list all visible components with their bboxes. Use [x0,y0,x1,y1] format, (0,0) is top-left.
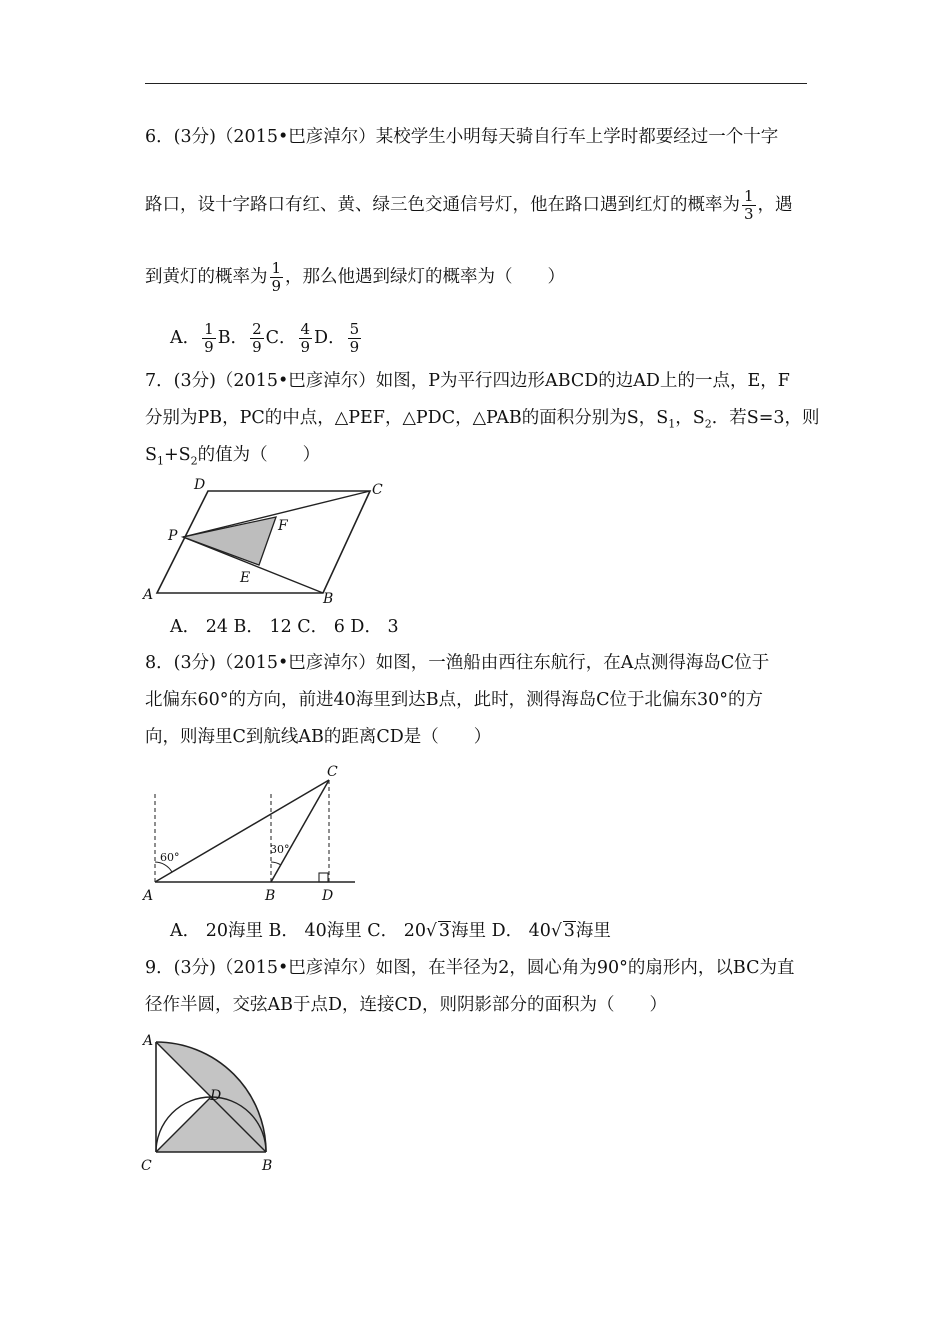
header-rule [145,83,807,84]
q8-option-d-radicand: 3 [563,921,575,941]
q6-fraction-red [742,188,756,223]
q6-option-b-numerator: 2 [252,320,262,338]
q6-fraction-yellow [270,260,284,295]
q6-option-d-numerator: 5 [349,320,360,338]
q7-line-2-tail: ．若S=3，则 [711,408,820,428]
q7-parallelogram-figure [140,475,400,605]
q6-line-2-text: 路口，设十字路口有红、黄、绿三色交通信号灯，他在路口遇到红灯的概率为 [145,195,740,215]
q7-line-3-sub-1: 1 [157,454,164,468]
q7-segment-pc [183,491,370,537]
q8-navigation-figure [140,762,370,904]
q7-options: A． 24 B． 12 C． 6 D． 3 [170,617,399,637]
q6-options [170,321,363,356]
q6-option-a-label: A． [170,328,201,348]
q6-fraction-red-denominator: 3 [744,205,754,223]
q7-line-2-text: 分别为PB，PC的中点，△PEF，△PDC，△PAB的面积分别为S，S [145,408,669,428]
q6-option-c-numerator: 4 [300,320,311,338]
q6-option-d-denominator: 9 [349,338,360,356]
q8-options [170,919,611,943]
q6-fraction-red-numerator: 1 [744,187,754,205]
q8-options-text-3: 海里 [575,921,611,941]
q6-fraction-yellow-numerator: 1 [271,259,282,277]
q6-fraction-yellow-denominator: 9 [271,277,282,295]
q8-segment-bc [271,780,329,882]
q6-option-a-denominator: 9 [204,338,214,356]
q8-radical-sign-d: √ [550,921,562,941]
q7-label-f: F [278,518,288,534]
q6-option-c-fraction [299,321,313,356]
q7-label-c: C [372,482,383,498]
q7-label-p: P [168,528,178,544]
q9-label-a: A [143,1033,154,1049]
q6-option-b-fraction [250,321,264,356]
q6-option-d-fraction [348,321,362,356]
q7-line-3-sub-2: 2 [190,454,198,468]
q7-label-a: A [143,587,154,603]
q8-right-angle-mark [319,873,328,882]
q7-sub-1: 1 [668,417,676,431]
q6-option-d-label: D． [314,328,346,348]
q8-label-c: C [327,764,338,780]
q9-label-b: B [262,1158,273,1174]
q8-options-text-2: 海里 D． 40 [451,921,551,941]
q7-line-3-plus: +S [164,445,191,465]
q8-angle-arc-b [271,862,281,865]
q7-line-3-tail: 的值为（ ） [197,445,321,465]
q6-option-c-label: C． [265,328,297,348]
q7-label-b: B [323,591,334,607]
q6-line-3-tail: ，那么他遇到绿灯的概率为（ ） [285,267,566,287]
q8-option-c-radicand: 3 [438,921,450,941]
q6-line-3-text: 到黄灯的概率为 [145,267,268,287]
q7-shaded-triangle-pef [183,517,276,565]
q9-line-2: 径作半圆，交弦AB于点D，连接CD，则阴影部分的面积为（ ） [145,995,667,1015]
q8-options-text: A． 20海里 B． 40海里 C． 20 [170,921,427,941]
q8-segment-ac [155,780,329,882]
q7-line-2 [145,406,820,437]
q8-label-a: A [143,888,154,904]
q9-label-c: C [141,1158,152,1174]
q8-line-3: 向，则海里C到航线AB的距离CD是（ ） [145,727,492,747]
q8-label-angle-60: 60° [160,851,180,864]
q6-option-b-denominator: 9 [252,338,262,356]
q9-sector-figure [138,1030,288,1180]
q6-option-a-fraction [202,321,216,356]
q9-label-d: D [210,1088,222,1104]
q6-option-b-label: B． [217,328,249,348]
q7-sub-2: 2 [704,417,712,431]
q6-line-2 [145,188,793,223]
q8-label-angle-30: 30° [270,843,290,856]
q7-line-3-s: S [145,445,157,465]
q9-line-1: 9．(3分)（2015•巴彦淖尔）如图，在半径为2，圆心角为90°的扇形内，以BC为直 [145,958,795,978]
q6-line-1: 6．(3分)（2015•巴彦淖尔）某校学生小明每天骑自行车上学时都要经过一个十字 [145,127,779,147]
q6-line-3 [145,260,565,295]
q6-option-c-denominator: 9 [300,338,311,356]
q7-label-e: E [240,570,251,586]
q8-line-1: 8．(3分)（2015•巴彦淖尔）如图，一渔船由西往东航行，在A点测得海岛C位于 [145,653,770,673]
q7-label-d: D [194,477,206,493]
q8-radical-sign-c: √ [426,921,437,941]
q7-line-2-mid: ，S [675,408,705,428]
q7-line-3 [145,443,320,474]
q7-line-1: 7．(3分)（2015•巴彦淖尔）如图，P为平行四边形ABCD的边AD上的一点，E，F [145,371,790,391]
q6-option-a-numerator: 1 [204,320,214,338]
q8-label-d: D [322,888,334,904]
q6-line-2-tail: ，遇 [757,195,793,215]
q8-line-2: 北偏东60°的方向，前进40海里到达B点，此时，测得海岛C位于北偏东30°的方 [145,690,764,710]
q8-label-b: B [265,888,276,904]
